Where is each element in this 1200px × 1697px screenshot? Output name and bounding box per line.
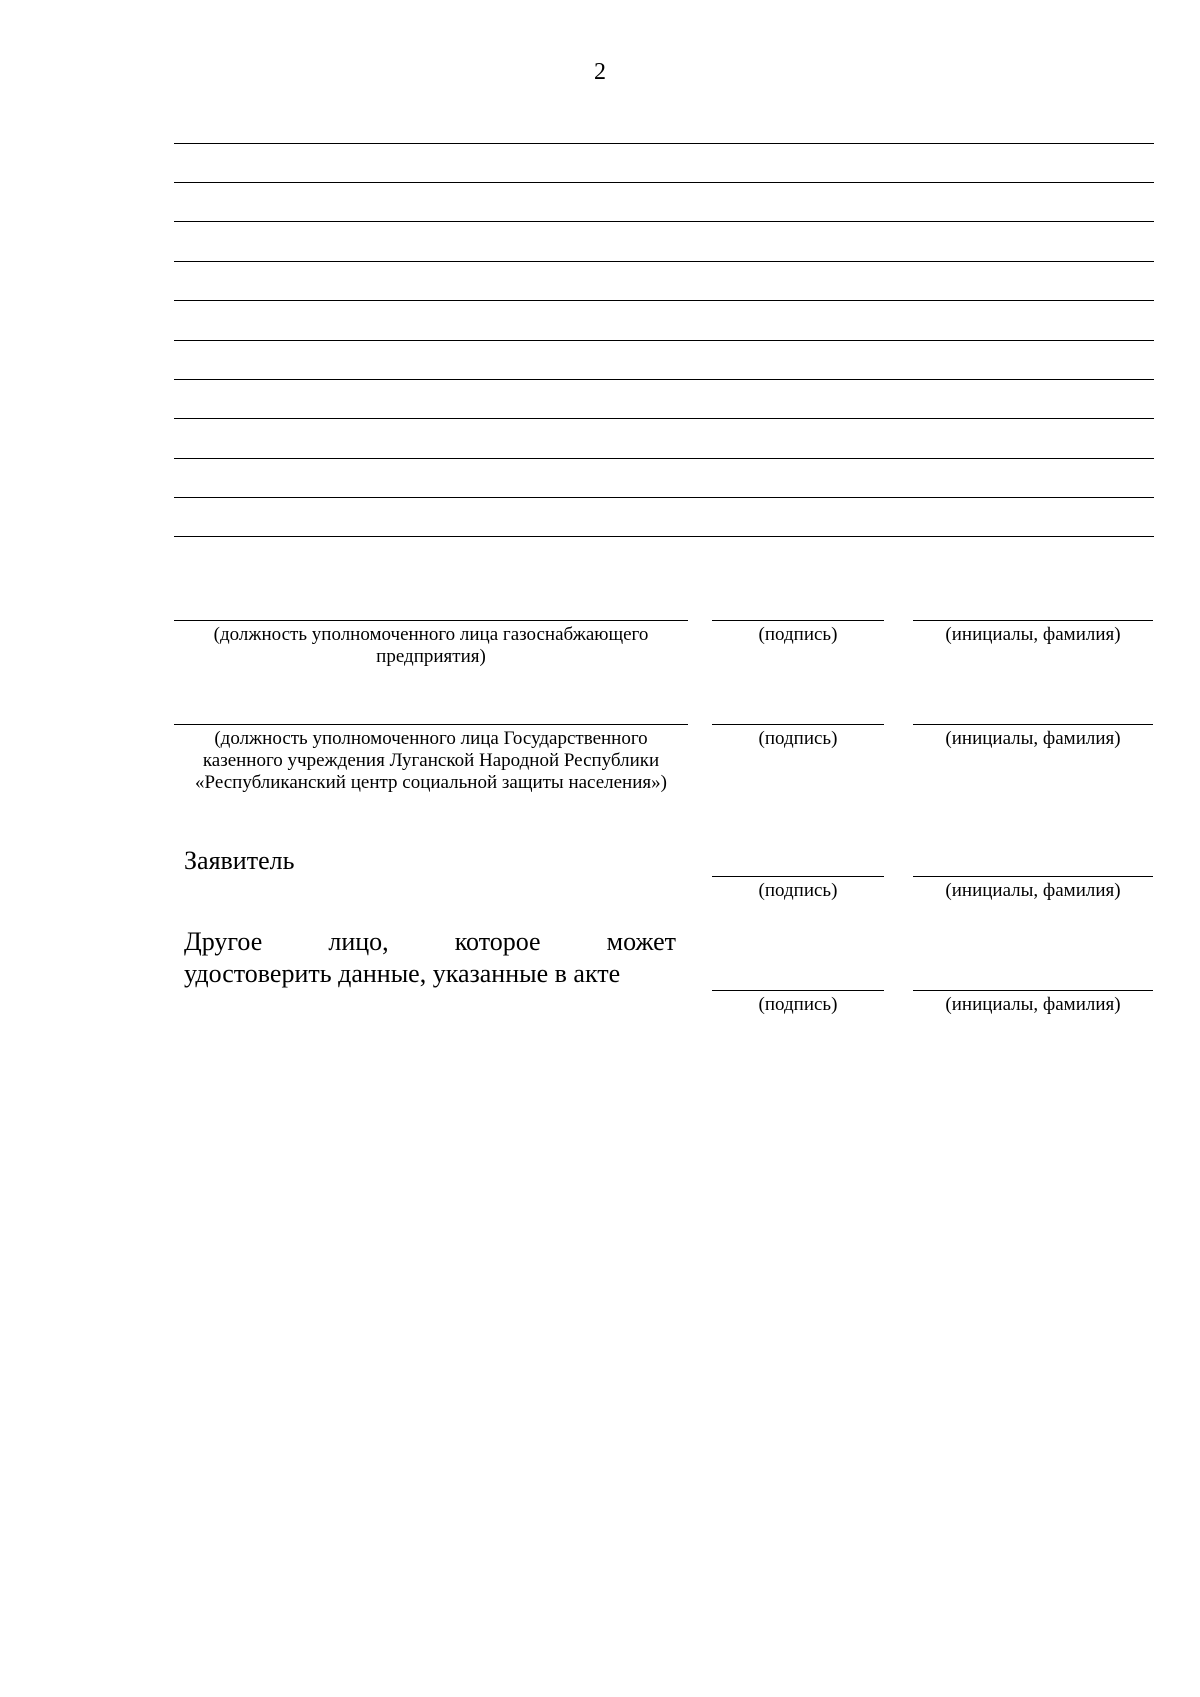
witness-label-line-2: удостоверить данные, указанные в акте: [184, 959, 621, 988]
name-line[interactable]: [913, 876, 1153, 877]
witness-label-line-1: Другое лицо, которое может: [184, 927, 676, 956]
page-number: 2: [594, 59, 606, 85]
fill-line[interactable]: [174, 458, 1154, 459]
fill-line[interactable]: [174, 221, 1154, 222]
signature-line[interactable]: [712, 876, 884, 877]
name-caption: (инициалы, фамилия): [945, 624, 1121, 645]
signature-line[interactable]: [712, 990, 884, 991]
signature-caption: (подпись): [758, 880, 838, 901]
signature-line[interactable]: [712, 724, 884, 725]
applicant-label: Заявитель: [184, 846, 295, 875]
name-line[interactable]: [913, 990, 1153, 991]
fill-line[interactable]: [174, 182, 1154, 183]
position-caption: (должность уполномоченного лица Государственного казенного учреждения Луганской Народной Республики «Республиканский центр социальной защиты населения»): [195, 728, 667, 793]
name-caption: (инициалы, фамилия): [945, 880, 1121, 901]
signature-caption: (подпись): [758, 728, 838, 749]
signature-caption: (подпись): [758, 624, 838, 645]
signature-caption: (подпись): [758, 994, 838, 1015]
name-caption: (инициалы, фамилия): [945, 994, 1121, 1015]
signature-line[interactable]: [712, 620, 884, 621]
position-caption: (должность уполномоченного лица газоснабжающего предприятия): [213, 624, 649, 667]
fill-line[interactable]: [174, 497, 1154, 498]
fill-line[interactable]: [174, 340, 1154, 341]
fill-line[interactable]: [174, 261, 1154, 262]
fill-line[interactable]: [174, 300, 1154, 301]
fill-line[interactable]: [174, 379, 1154, 380]
name-line[interactable]: [913, 724, 1153, 725]
fill-line[interactable]: [174, 143, 1154, 144]
position-line[interactable]: [174, 724, 688, 725]
fill-line[interactable]: [174, 418, 1154, 419]
name-line[interactable]: [913, 620, 1153, 621]
fill-line[interactable]: [174, 536, 1154, 537]
witness-label: [184, 926, 676, 990]
name-caption: (инициалы, фамилия): [945, 728, 1121, 749]
position-line[interactable]: [174, 620, 688, 621]
